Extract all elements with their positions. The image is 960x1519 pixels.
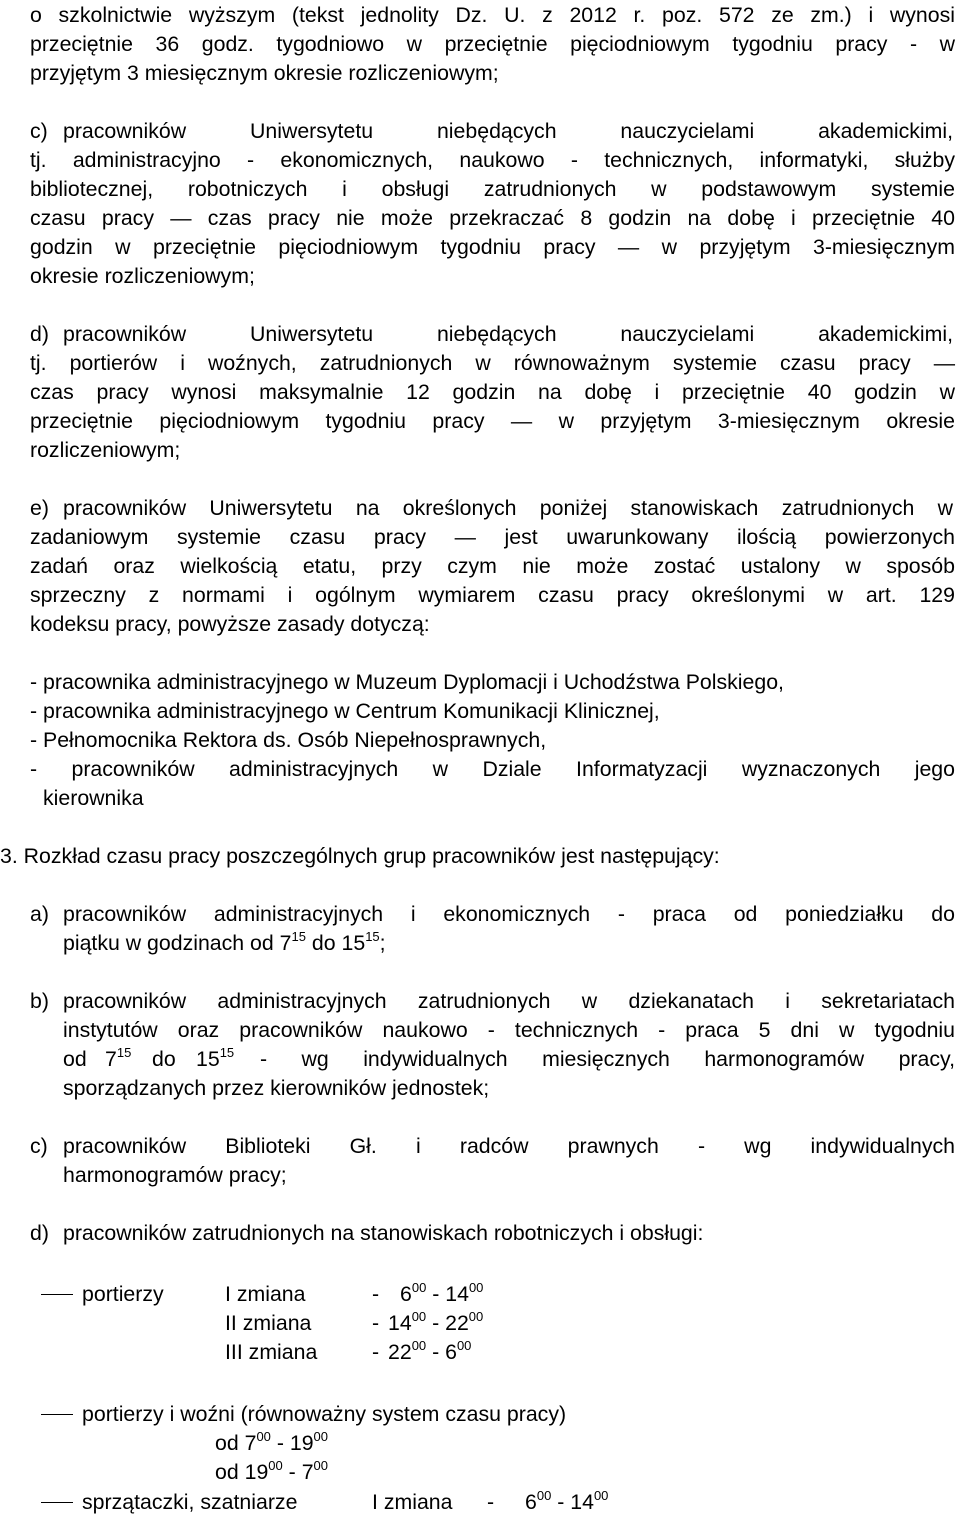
dash-list-item-4: - pracowników administracyjnych w Dziale Informatyzacji wyznaczonych jego [30,757,955,781]
shift-name: III zmiana [225,1340,318,1364]
s3-c-label: c) [30,1134,48,1158]
item-c-line-1: pracowników Uniwersytetu niebędących nauczycielami akademickimi, [63,119,953,143]
item-c-line-6: okresie rozliczeniowym; [30,264,255,288]
item-d-line-4: przeciętnie pięciodniowym tygodniu pracy — w przyjętym 3-miesięcznym okresie [30,409,955,433]
item-d-label: d) [30,322,49,346]
item-e-line-2: zadaniowym systemie czasu pracy — jest uwarunkowany ilością powierzonych [30,525,955,549]
item-d-line-5: rozliczeniowym; [30,438,181,462]
schedule-portierzy-wozni-title: portierzy i woźni (równoważny system czasu pracy) [82,1402,567,1426]
s3-d-label: d) [30,1221,49,1245]
s3-c-line-1: pracowników Biblioteki Gł. i radców prawnych - wg indywidualnych [63,1134,955,1158]
dash-list-item-4-cont: kierownika [43,786,144,810]
item-e-line-5: kodeksu pracy, powyższe zasady dotyczą: [30,612,430,636]
intro-line-3: przyjętym 3 miesięcznym okresie rozliczeniowym; [30,61,499,85]
shift-sep: - [372,1282,380,1306]
shift-hours: $14^{00} - 22^{00}$ [388,1309,484,1335]
s3-b-line-2: instytutów oraz pracowników naukowo - technicznych - praca 5 dni w tygodniu [63,1018,955,1042]
shift-hours: $22^{00} - 6^{00}$ [388,1338,472,1364]
s3-b-line-1: pracowników administracyjnych zatrudnionych w dziekanatach i sekretariatach [63,989,955,1013]
item-c-line-4: czasu pracy — czas pracy nie może przekraczać 8 godzin na dobę i przeciętnie 40 [30,206,955,230]
section-3-heading: 3. Rozkład czasu pracy poszczególnych grup pracowników jest następujący: [0,844,720,868]
schedule-portierzy-title: portierzy [82,1282,164,1306]
intro-line-1: o szkolnictwie wyższym (tekst jednolity Dz. U. z 2012 r. poz. 572 ze zm.) i wynosi [30,3,955,27]
s3-b-line-3-do: do [152,1047,176,1071]
s3-a-line-1: pracowników administracyjnych i ekonomicznych - praca od poniedziałku do [63,902,955,926]
schedule-sprzataczki-title: sprzątaczki, szatniarze [82,1490,298,1514]
item-c-line-5: godzin w przeciętnie pięciodniowym tygodniu pracy — w przyjętym 3-miesięcznym [30,235,955,259]
item-d-line-3: czas pracy wynosi maksymalnie 12 godzin na dobę i przeciętnie 40 godzin w [30,380,955,404]
s3-a-label: a) [30,902,49,926]
s3-b-label: b) [30,989,49,1013]
item-d-line-2: tj. portierów i woźnych, zatrudnionych w równoważnym systemie czasu pracy — [30,351,955,375]
item-c-line-3: bibliotecznej, robotniczych i obsługi zatrudnionych w podstawowym systemie [30,177,955,201]
intro-line-2: przeciętnie 36 godz. tygodniowo w przeciętnie pięciodniowym tygodniu pracy - w [30,32,955,56]
item-e-line-1: pracowników Uniwersytetu na określonych poniżej stanowiskach zatrudnionych w [63,496,953,520]
shift-hours: $6^{00} - 14^{00}$ [400,1280,484,1306]
s3-b-line-3-time1: $7^{15}$ [105,1045,132,1071]
s3-b-line-3-rest: - wg indywidualnych miesięcznych harmonogramów pracy, [260,1047,955,1071]
wozni-hours-2: od $19^{00} - 7^{00}$ [215,1458,329,1484]
item-e-line-4: sprzeczny z normami i ogólnym wymiarem czasu pracy określonymi w art. 129 [30,583,955,607]
s3-d-line-1: pracowników zatrudnionych na stanowiskach robotniczych i obsługi: [63,1221,704,1245]
shift-hours: $6^{00} - 14^{00}$ [525,1488,609,1514]
shift-name: II zmiana [225,1311,312,1335]
em-dash-marker [41,1502,73,1503]
wozni-hours-1: od $7^{00} - 19^{00}$ [215,1429,329,1455]
shift-sep: - [372,1311,380,1335]
em-dash-marker [41,1294,73,1295]
item-e-line-3: zadań oraz wielkością etatu, przy czym nie może zostać ustalony w sposób [30,554,955,578]
item-d-line-1: pracowników Uniwersytetu niebędących nauczycielami akademickimi, [63,322,953,346]
dash-list-item-3: - Pełnomocnika Rektora ds. Osób Niepełnosprawnych, [30,728,547,752]
s3-b-line-4: sporządzanych przez kierowników jednostek; [63,1076,490,1100]
dash-list-item-2: - pracownika administracyjnego w Centrum Komunikacji Klinicznej, [30,699,660,723]
dash-list-item-1: - pracownika administracyjnego w Muzeum Dyplomacji i Uchodźstwa Polskiego, [30,670,784,694]
item-c-label: c) [30,119,48,143]
s3-c-line-2: harmonogramów pracy; [63,1163,287,1187]
em-dash-marker [41,1414,73,1415]
shift-name: I zmiana [225,1282,306,1306]
s3-b-line-3-od: od [63,1047,87,1071]
shift-sep: - [487,1490,495,1514]
s3-a-line-2: piątku w godzinach od $7^{15}$ do $15^{15}$; [63,929,386,955]
s3-b-line-3-time2: $15^{15}$ [196,1045,235,1071]
item-c-line-2: tj. administracyjno - ekonomicznych, naukowo - technicznych, informatyki, służby [30,148,955,172]
shift-name: I zmiana [372,1490,453,1514]
item-e-label: e) [30,496,49,520]
shift-sep: - [372,1340,380,1364]
